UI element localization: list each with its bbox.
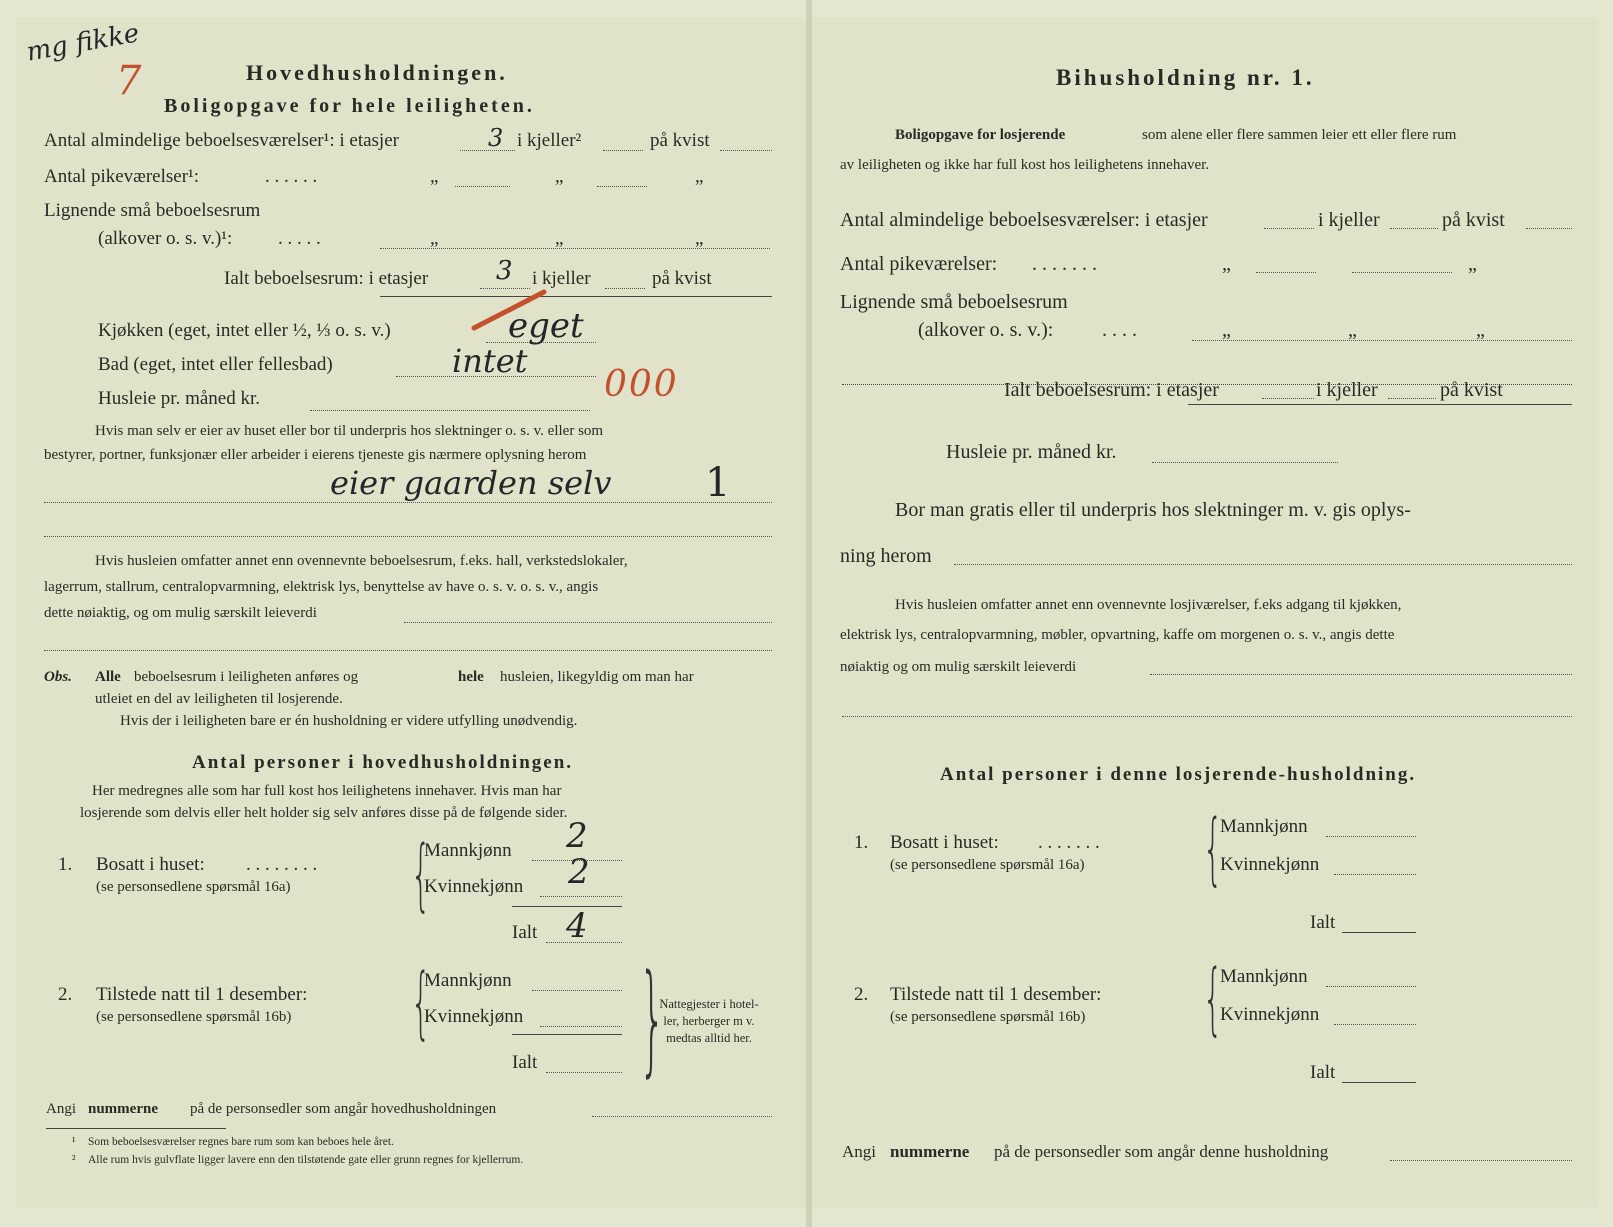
left-q1-sub: (se personsedlene spørsmål 16a) (96, 879, 291, 895)
corner-handwritten-note: mg fikke (24, 18, 142, 68)
left-eier-field-2[interactable] (44, 536, 772, 537)
left-row1-kjeller-label: i kjeller² (517, 130, 582, 151)
left-row1-kvist-label: på kvist (650, 130, 710, 151)
left-q2-mann-field[interactable] (532, 990, 622, 991)
right-q2-ialt-field[interactable] (1342, 1082, 1416, 1083)
right-q1-kvinne-label: Kvinnekjønn (1220, 854, 1320, 875)
left-leieverdi-field-2[interactable] (44, 650, 772, 651)
left-row4-underline (380, 296, 772, 297)
left-natt-note-line3: medtas alltid her. (666, 1030, 752, 1045)
right-row2-etasjer-field[interactable] (1256, 272, 1316, 273)
left-q2-right-brace: } (638, 950, 666, 1089)
left-para2-line1: Hvis husleien omfatter annet enn ovennevnte beboelsesrum, f.eks. hall, verkstedslokaler, (95, 553, 628, 569)
left-row1-etasjer-value: 3 (488, 124, 504, 152)
left-q2-kvinne-field[interactable] (540, 1026, 622, 1027)
left-para2-line2: lagerrum, stallrum, centralopvarmning, elektrisk lys, benyttelse av have o. s. v. o. s. v., angis (44, 579, 599, 595)
right-q2-mann-field[interactable] (1326, 986, 1416, 987)
left-row3-ditto-3: „ (695, 228, 704, 249)
right-row1-kvist-label: på kvist (1442, 209, 1505, 231)
left-row3-field[interactable] (380, 248, 770, 249)
right-row1-etasjer-field[interactable] (1264, 228, 1314, 229)
right-row4-kjeller-field[interactable] (1388, 398, 1436, 399)
right-husleie-label: Husleie pr. måned kr. (946, 441, 1117, 463)
left-persons-line2: losjerende som delvis eller helt holder sig selv anføres disse på de følgende sider. (80, 805, 568, 821)
left-row3-ditto-1: „ (430, 228, 439, 249)
right-angi-c: på de personsedler som angår denne husholdning (994, 1142, 1329, 1161)
right-q1-number: 1. (854, 832, 869, 853)
right-para-line2: elektrisk lys, centralopvarmning, møbler, opvartning, kaffe om morgenen o. s. v., angis dette (840, 627, 1395, 643)
right-q2-sub: (se personsedlene spørsmål 16b) (890, 1009, 1086, 1025)
right-leieverdi-field-2[interactable] (842, 716, 1572, 717)
left-natt-note (638, 996, 780, 1047)
left-q1-ialt-label: Ialt (512, 922, 538, 943)
left-footnote2: Alle rum hvis gulvflate ligger lavere enn den tilstøtende gate eller grunn regnes for kjellerrum. (88, 1154, 524, 1166)
right-gratis-line2: ning herom (840, 545, 932, 567)
right-q1-mann-label: Mannkjønn (1220, 816, 1308, 837)
left-eier-field[interactable] (44, 502, 772, 503)
right-intro-line2: av leiligheten og ikke har full kost hos leilighetens innehaver. (840, 157, 1210, 173)
right-row1-kjeller-field[interactable] (1390, 228, 1438, 229)
left-kjokken-label: Kjøkken (eget, intet eller ½, ⅓ o. s. v.) (98, 320, 391, 341)
left-row3-label: Lignende små beboelsesrum (44, 200, 261, 221)
left-q2-number: 2. (58, 984, 73, 1005)
right-row1-kvist-field[interactable] (1526, 228, 1572, 229)
left-q2-ialt-field[interactable] (546, 1072, 622, 1073)
left-angi-a: Angi (46, 1101, 76, 1117)
right-q2-number: 2. (854, 984, 869, 1005)
right-row4-kvist-label: på kvist (1440, 379, 1503, 401)
left-row3-label2: (alkover o. s. v.)¹: (98, 228, 233, 249)
right-q2-mann-label: Mannkjønn (1220, 966, 1308, 987)
right-row3-field[interactable] (1192, 340, 1572, 341)
left-row4-kvist-label: på kvist (652, 268, 712, 289)
left-angi-b: nummerne (88, 1101, 158, 1117)
right-row2-ditto-2: „ (1468, 253, 1477, 275)
left-row2-ditto-3: „ (695, 166, 704, 187)
left-bad-value: intet (452, 342, 528, 380)
left-q2-sub: (se personsedlene spørsmål 16b) (96, 1009, 292, 1025)
page-fold (806, 0, 812, 1227)
left-row4-etasjer-value: 3 (496, 256, 513, 286)
left-kjokken-value: eget (508, 306, 584, 346)
left-q1-brace: { (410, 830, 431, 920)
left-title: Hovedhusholdningen. (246, 60, 508, 85)
right-angi-b: nummerne (890, 1142, 970, 1161)
left-q2-ialt-rule (512, 1034, 622, 1035)
left-q1-kvinne-label: Kvinnekjønn (424, 876, 524, 897)
left-q2-brace: { (410, 958, 431, 1048)
left-row1-label: Antal almindelige beboelsesværelser¹: i etasjer (44, 130, 399, 151)
right-para-line1: Hvis husleien omfatter annet enn ovennevnte losjiværelser, f.eks adgang til kjøkken, (895, 597, 1402, 613)
left-subtitle: Boligopgave for hele leiligheten. (164, 95, 535, 117)
left-q1-number: 1. (58, 854, 73, 875)
left-q1-kvinne-value: 2 (568, 852, 590, 892)
left-obs-line1-b: beboelsesrum i leiligheten anføres og (134, 669, 359, 685)
left-para2-line3: dette nøiaktig, og om mulig særskilt leieverdi (44, 605, 317, 621)
right-angi-a: Angi (842, 1142, 876, 1161)
right-intro-rest: som alene eller flere sammen leier ett eller flere rum (1142, 127, 1457, 143)
right-q1-ialt-field[interactable] (1342, 932, 1416, 933)
left-q1-label: Bosatt i huset: (96, 854, 205, 875)
left-eier-mark: 1 (705, 460, 731, 506)
right-q1-sub: (se personsedlene spørsmål 16a) (890, 857, 1085, 873)
right-row4-underline (1188, 404, 1572, 405)
right-q1-dots: . . . . . . . (1038, 832, 1100, 853)
left-footnote2-number: ² (72, 1154, 76, 1166)
left-angi-c: på de personsedler som angår hovedhusholdningen (190, 1101, 497, 1117)
right-gratis-field[interactable] (954, 564, 1572, 565)
right-persons-title: Antal personer i denne losjerende-husholdning. (940, 764, 1417, 785)
left-q2-kvinne-label: Kvinnekjønn (424, 1006, 524, 1027)
right-row3-ditto-2: „ (1348, 319, 1357, 341)
left-q1-dots: . . . . . . . . (246, 854, 318, 875)
left-row4-label: Ialt beboelsesrum: i etasjer (224, 268, 429, 289)
left-footnote-rule (46, 1128, 226, 1129)
left-persons-title: Antal personer i hovedhusholdningen. (192, 752, 574, 773)
left-husleie-value: 000 (604, 364, 679, 405)
right-q2-kvinne-label: Kvinnekjønn (1220, 1004, 1320, 1025)
right-row2-ditto-1: „ (1222, 253, 1231, 275)
corner-handwritten-number: 7 (116, 58, 142, 104)
right-q1-label: Bosatt i huset: (890, 832, 999, 853)
right-row4-label: Ialt beboelsesrum: i etasjer (1004, 379, 1219, 401)
right-q1-brace: { (1202, 804, 1223, 894)
left-bad-label: Bad (eget, intet eller fellesbad) (98, 354, 333, 375)
left-para1-line2: bestyrer, portner, funksjonær eller arbeider i eierens tjeneste gis nærmere oplysning herom (44, 447, 587, 463)
right-gratis-line1: Bor man gratis eller til underpris hos slektninger m. v. gis oplys- (895, 499, 1411, 521)
right-para-line3: nøiaktig og om mulig særskilt leieverdi (840, 659, 1077, 675)
left-natt-note-line1: Nattegjester i hotel- (659, 997, 759, 1011)
left-obs-line2: utleiet en del av leiligheten til losjerende. (95, 691, 343, 707)
left-eier-value: eier gaarden selv (330, 464, 612, 502)
right-q1-kvinne-field[interactable] (1334, 874, 1416, 875)
left-obs-line3: Hvis der i leiligheten bare er én husholdning er videre utfylling unødvendig. (120, 713, 578, 729)
left-obs-label: Obs. (44, 669, 72, 685)
right-row3-label2: (alkover o. s. v.): (918, 319, 1054, 341)
left-q1-mann-label: Mannkjønn (424, 840, 512, 861)
left-q1-mann-value: 2 (566, 816, 588, 856)
left-husleie-label: Husleie pr. måned kr. (98, 388, 260, 409)
left-persons-line1: Her medregnes alle som har full kost hos leilighetens innehaver. Hvis man har (92, 783, 562, 799)
left-row3-dots: . . . . . (278, 228, 321, 249)
left-row2-etasjer-field[interactable] (455, 186, 510, 187)
right-leieverdi-field[interactable] (1150, 674, 1572, 675)
left-row2-ditto-1: „ (430, 166, 439, 187)
left-obs-line1-d: husleien, likegyldig om man har (500, 669, 694, 685)
right-q1-mann-field[interactable] (1326, 836, 1416, 837)
left-obs-hele: hele (458, 669, 484, 685)
right-row1-label: Antal almindelige beboelsesværelser: i etasjer (840, 209, 1208, 231)
left-row4-kjeller-label: i kjeller (532, 268, 591, 289)
left-row2-ditto-2: „ (555, 166, 564, 187)
left-para1-line1: Hvis man selv er eier av huset eller bor til underpris hos slektninger o. s. v. eller som (95, 423, 604, 439)
right-row4-etasjer-field[interactable] (1262, 398, 1314, 399)
left-husleie-field[interactable] (310, 410, 590, 411)
right-row3-ditto-3: „ (1476, 319, 1485, 341)
right-q2-brace: { (1202, 954, 1223, 1044)
right-row2-label: Antal pikeværelser: (840, 253, 998, 275)
right-row3-label: Lignende små beboelsesrum (840, 291, 1068, 313)
left-footnote1: Som beboelsesværelser regnes bare rum som kan beboes hele året. (88, 1136, 394, 1148)
left-q2-label: Tilstede natt til 1 desember: (96, 984, 308, 1005)
left-q1-ialt-value: 4 (566, 906, 588, 946)
right-q2-kvinne-field[interactable] (1334, 1024, 1416, 1025)
left-row2-label: Antal pikeværelser¹: (44, 166, 200, 187)
left-q2-ialt-label: Ialt (512, 1052, 538, 1073)
right-row3-dots: . . . . (1102, 319, 1137, 341)
right-row1-kjeller-label: i kjeller (1318, 209, 1380, 231)
right-row4-kjeller-label: i kjeller (1316, 379, 1378, 401)
right-q2-label: Tilstede natt til 1 desember: (890, 984, 1102, 1005)
right-row2-dots: . . . . . . . (1032, 253, 1097, 275)
left-footnote1-number: ¹ (72, 1136, 76, 1148)
left-row4-kjeller-field[interactable] (605, 288, 645, 289)
right-title: Bihusholdning nr. 1. (1056, 65, 1315, 90)
left-row3-ditto-2: „ (555, 228, 564, 249)
right-row2-kjeller-field[interactable] (1352, 272, 1452, 273)
left-row1-kvist-field[interactable] (720, 150, 772, 151)
right-intro-bold: Boligopgave for losjerende (895, 127, 1066, 143)
right-husleie-field[interactable] (1152, 462, 1338, 463)
left-row2-dots: . . . . . . (265, 166, 318, 187)
right-q1-ialt-label: Ialt (1310, 912, 1336, 933)
left-natt-note-line2: ler, herberger m v. (663, 1013, 755, 1028)
left-q1-kvinne-field[interactable] (540, 896, 622, 897)
left-row1-kjeller-field[interactable] (603, 150, 643, 151)
left-obs-alle: Alle (95, 669, 121, 685)
right-angi-field[interactable] (1390, 1160, 1572, 1161)
right-q2-ialt-label: Ialt (1310, 1062, 1336, 1083)
right-row3-ditto-1: „ (1222, 319, 1231, 341)
left-row2-kjeller-field[interactable] (597, 186, 647, 187)
left-angi-field[interactable] (592, 1116, 772, 1117)
left-leieverdi-field[interactable] (404, 622, 772, 623)
left-q2-mann-label: Mannkjønn (424, 970, 512, 991)
